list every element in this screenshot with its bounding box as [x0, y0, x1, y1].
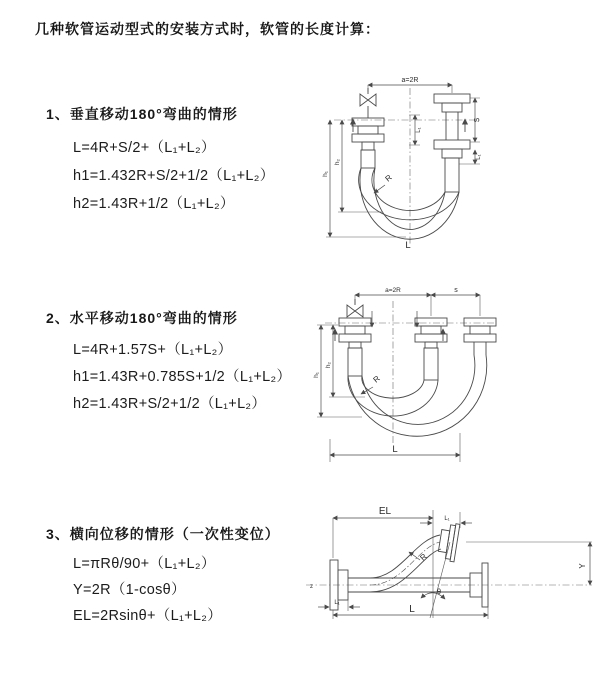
- valve-icon: [355, 305, 363, 317]
- dim-label-h1: h₁: [322, 171, 329, 177]
- flange: [339, 318, 371, 326]
- flange: [464, 318, 496, 326]
- dim-label-y: Y: [578, 563, 587, 569]
- dim-label-l1: L₁: [476, 154, 482, 160]
- flange: [415, 334, 447, 342]
- dim-label-el: EL: [378, 506, 392, 517]
- diagram-lateral-displacement: [300, 498, 600, 653]
- diagram-horizontal-180-bend: [310, 283, 598, 468]
- dim-label-h1: h₁: [313, 372, 320, 378]
- diagram-vertical-180-bend: [312, 72, 600, 264]
- dim-label-length: L: [409, 604, 415, 615]
- pipe-neck: [362, 142, 374, 150]
- pipe-neck: [349, 342, 361, 348]
- section-2-formula-h2: h2=1.43R+S/2+1/2（L₁+L₂）: [73, 396, 267, 412]
- braided-hose-end: [348, 348, 362, 376]
- radius-arrow: [374, 185, 385, 193]
- section-3-formula-y: Y=2R（1-cosθ）: [73, 582, 186, 598]
- braided-hose-end: [424, 348, 438, 380]
- dim-label-theta: θ: [436, 587, 442, 596]
- flange: [434, 140, 470, 149]
- section-3-formula-l: L=πRθ/90+（L₁+L₂）: [73, 556, 216, 572]
- flange: [464, 334, 496, 342]
- dim-label-s: s: [454, 287, 458, 294]
- section-2-formula-h1: h1=1.43R+0.785S+1/2（L₁+L₂）: [73, 369, 292, 385]
- dim-label-radius: R: [383, 172, 394, 184]
- flange: [415, 318, 447, 326]
- pipe-neck: [425, 342, 437, 348]
- braided-hose-end: [361, 150, 375, 168]
- dimension-extension: [355, 295, 480, 316]
- hose-outline: [372, 168, 445, 210]
- flange: [352, 118, 384, 126]
- section-1-formula-h2: h2=1.43R+1/2（L₁+L₂）: [73, 196, 235, 212]
- dim-label-h2: h₂: [325, 361, 332, 369]
- flange: [339, 334, 371, 342]
- flange: [470, 326, 490, 334]
- valve-icon: [360, 94, 368, 106]
- flange: [421, 326, 441, 334]
- braided-hose-end: [445, 158, 459, 192]
- flange: [434, 94, 470, 103]
- dim-label-h2: h₂: [334, 158, 341, 166]
- tilted-flange: [437, 522, 460, 562]
- dim-label-l1: L₁: [334, 600, 340, 606]
- flange: [358, 126, 378, 134]
- dim-label-length: L: [392, 444, 398, 455]
- section-2-heading: 2、水平移动180°弯曲的情形: [46, 310, 238, 326]
- flange: [442, 149, 462, 158]
- dim-label-l1: L₁: [416, 127, 422, 133]
- flange: [345, 326, 365, 334]
- pipe-body: [446, 112, 458, 140]
- section-2-formula-l: L=4R+1.57S+（L₁+L₂）: [73, 342, 233, 358]
- section-3-heading: 3、横向位移的情形（一次性变位）: [46, 526, 280, 542]
- dim-label-s: S: [474, 117, 481, 123]
- dim-label-span: a=2R: [385, 287, 401, 294]
- dim-label-span: a=2R: [401, 77, 419, 84]
- hose-outline: [360, 168, 459, 239]
- valve-icon: [347, 305, 355, 317]
- valve-icon: [368, 94, 376, 106]
- dim-label-l1: L₁: [444, 516, 450, 522]
- dim-label-radius: R: [418, 551, 429, 563]
- hose-outline: [370, 535, 440, 578]
- break-mark: z: [310, 584, 313, 590]
- hose-outline: [370, 549, 441, 592]
- flange: [442, 103, 462, 112]
- section-1-formula-l: L=4R+S/2+（L₁+L₂）: [73, 140, 216, 156]
- dim-label-radius: R: [371, 373, 382, 385]
- pipe-body: [474, 342, 486, 355]
- page-title: 几种软管运动型式的安装方式时，软管的长度计算：: [35, 21, 380, 37]
- section-3-formula-el: EL=2Rsinθ+（L₁+L₂）: [73, 608, 223, 624]
- flange: [352, 134, 384, 142]
- section-1-heading: 1、垂直移动180°弯曲的情形: [46, 106, 238, 122]
- section-1-formula-h1: h1=1.432R+S/2+1/2（L₁+L₂）: [73, 168, 275, 184]
- dim-label-length: L: [405, 240, 411, 251]
